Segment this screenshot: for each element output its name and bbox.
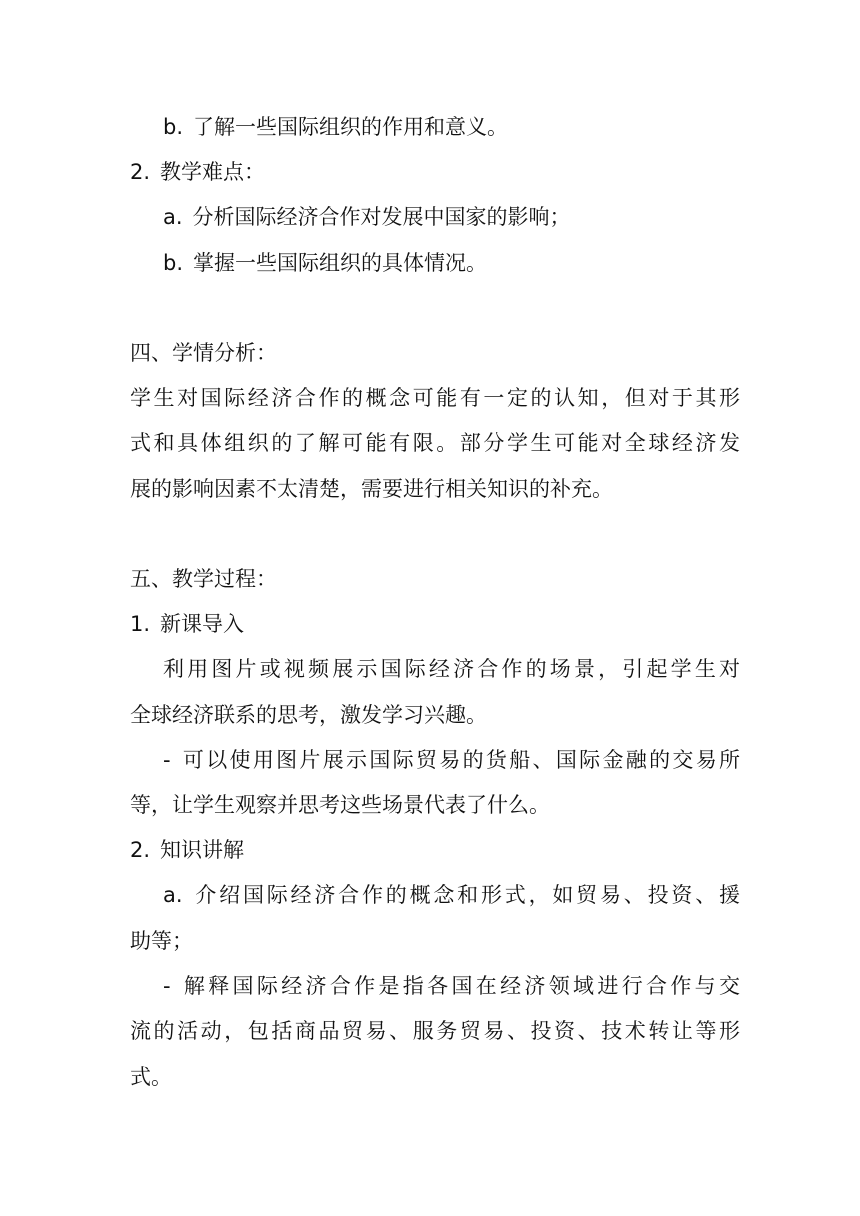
subheading-text: 知识讲解 — [160, 838, 245, 862]
paragraph-line: 学生对国际经济合作的概念可能有一定的认知，但对于其形 — [130, 386, 740, 410]
dash-item-text: 解释国际经济合作是指各国在经济领域进行合作与交 — [180, 974, 740, 998]
list-item-text: 了解一些国际组织的作用和意义。 — [193, 115, 509, 139]
dash-item-text: 可以使用图片展示国际贸易的货船、国际金融的交易所 — [180, 748, 740, 772]
list-item-difficulty-b — [163, 248, 773, 278]
paragraph-line: 流的活动，包括商品贸易、服务贸易、投资、技术转让等形 — [130, 1019, 740, 1043]
paragraph-line: 全球经济联系的思考，激发学习兴趣。 — [130, 703, 487, 727]
list-marker: a. — [163, 205, 183, 229]
list-marker: 1. — [130, 612, 151, 636]
subheading-new-lesson-intro — [130, 609, 740, 639]
paragraph-line: 式和具体组织的了解可能有限。部分学生可能对全球经济发 — [130, 431, 740, 455]
list-item-text: 分析国际经济合作对发展中国家的影响； — [192, 205, 571, 229]
list-marker: 2. — [130, 838, 151, 862]
subheading-knowledge-explanation — [130, 835, 740, 865]
dash-item-line — [163, 745, 740, 775]
dash-marker: - — [163, 748, 171, 772]
list-marker: b. — [163, 251, 184, 275]
subheading-text: 新课导入 — [160, 612, 245, 636]
list-marker: 2. — [130, 160, 151, 184]
section-heading-student-analysis: 四、学情分析： — [130, 341, 277, 365]
subheading-text: 教学难点： — [160, 160, 266, 184]
paragraph-line: 利用图片或视频展示国际经济合作的场景，引起学生对 — [163, 657, 740, 681]
list-item-text: 掌握一些国际组织的具体情况。 — [193, 251, 488, 275]
list-item-text: 介绍国际经济合作的概念和形式，如贸易、投资、援 — [192, 883, 740, 907]
paragraph-line: 式。 — [130, 1065, 172, 1089]
subheading-teaching-difficulties — [130, 157, 740, 187]
list-item-line — [163, 880, 740, 910]
list-marker: a. — [163, 883, 183, 907]
paragraph-line: 助等； — [130, 929, 193, 953]
paragraph-line: 展的影响因素不太清楚，需要进行相关知识的补充。 — [130, 477, 613, 501]
list-item-objective-b — [163, 112, 773, 142]
list-item-difficulty-a — [163, 202, 773, 232]
section-heading-teaching-process: 五、教学过程： — [130, 567, 277, 591]
dash-item-line — [163, 971, 740, 1001]
dash-marker: - — [163, 974, 171, 998]
paragraph-line: 等，让学生观察并思考这些场景代表了什么。 — [130, 793, 550, 817]
list-marker: b. — [163, 115, 184, 139]
